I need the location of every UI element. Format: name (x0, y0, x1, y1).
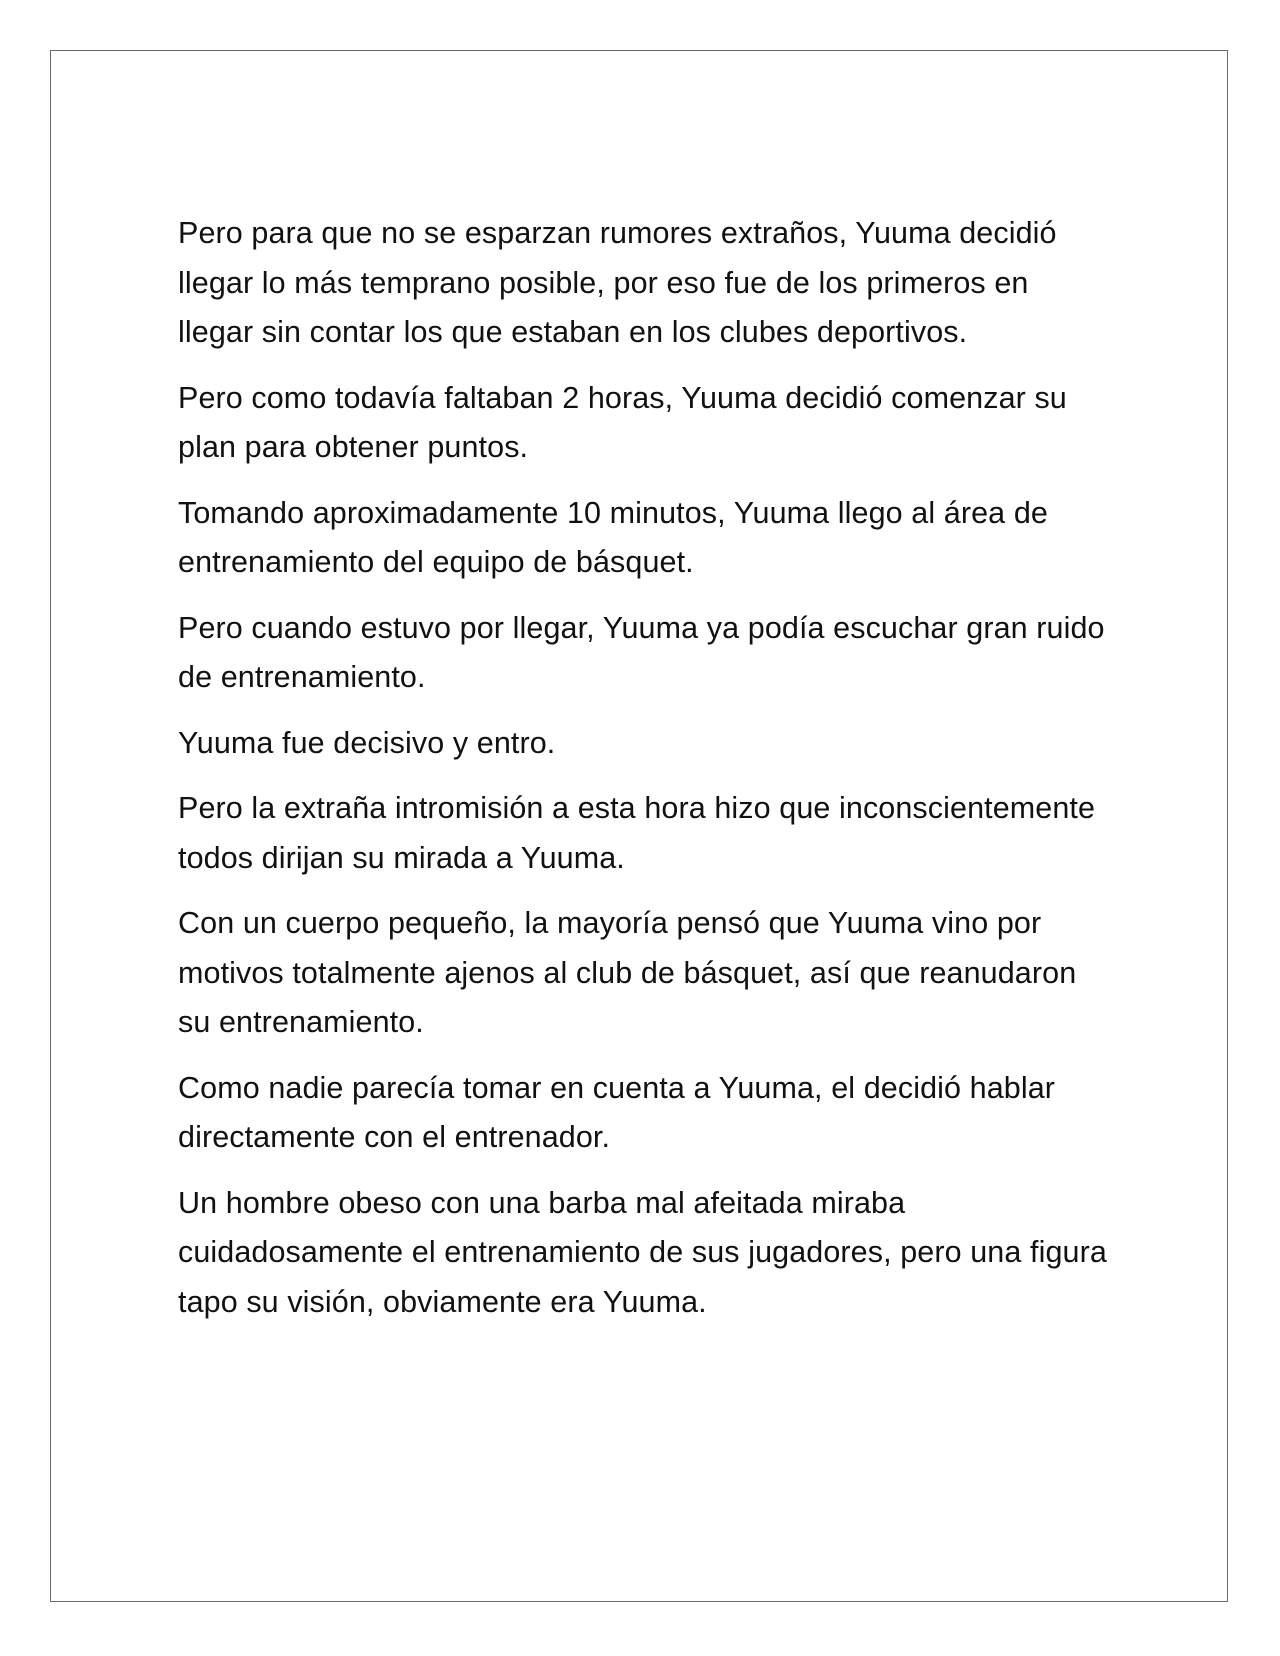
document-page (50, 50, 1228, 1602)
paragraph-5: Yuuma fue decisivo y entro. (178, 725, 556, 760)
paragraph-2: Pero como todavía faltaban 2 horas, Yuuma decidió comenzar su plan para obtener puntos. (178, 380, 1067, 464)
paragraph-8: Como nadie parecía tomar en cuenta a Yuuma, el decidió hablar directamente con el entrenador. (178, 1070, 1056, 1154)
paragraph-7: Con un cuerpo pequeño, la mayoría pensó que Yuuma vino por motivos totalmente ajenos al club de básquet, así que reanudaron su entrenamiento. (178, 906, 1077, 1039)
paragraph-1: Pero para que no se esparzan rumores extraños, Yuuma decidió llegar lo más temprano posible, por eso fue de los primeros en llegar sin contar los que estaban en los clubes deportivos. (178, 216, 1057, 349)
paragraph-4: Pero cuando estuvo por llegar, Yuuma ya podía escuchar gran ruido de entrenamiento. (178, 610, 1105, 694)
paragraph-6: Pero la extraña intromisión a esta hora hizo que inconscientemente todos dirijan su mirada a Yuuma. (178, 791, 1096, 875)
paragraph-9: Un hombre obeso con una barba mal afeitada miraba cuidadosamente el entrenamiento de sus jugadores, pero una figura tapo su visión, obviamente era Yuuma. (178, 1185, 1107, 1319)
document-body (178, 209, 1108, 1343)
paragraph-3: Tomando aproximadamente 10 minutos, Yuuma llego al área de entrenamiento del equipo de básquet. (178, 495, 1048, 579)
